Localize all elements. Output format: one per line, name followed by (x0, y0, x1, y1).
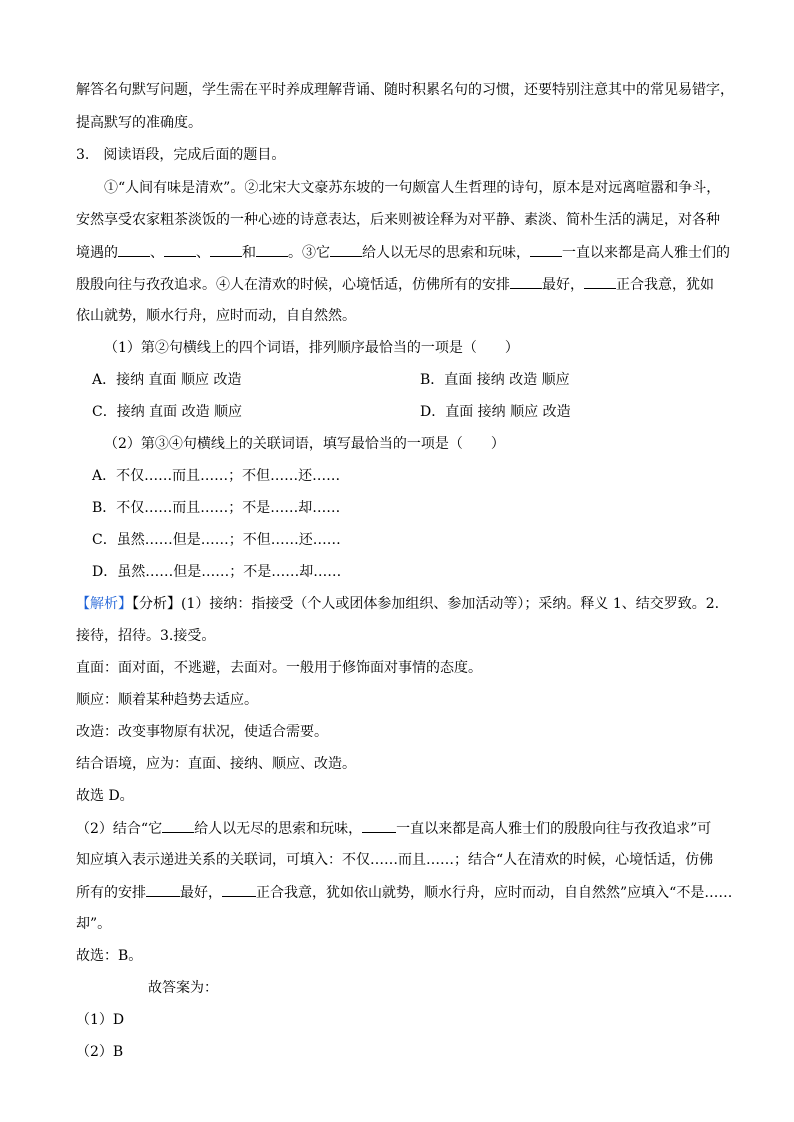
analysis-tag: 【解析】 (76, 596, 132, 612)
text-segment: 和 (242, 245, 256, 261)
analysis-line-12: 故选：B。 (76, 948, 143, 964)
text-segment: 【分析】(1）接纳：指接受（个人或团体参加组织、参加活动等）；采纳。释义 1、结交罗致。2. (132, 596, 720, 612)
intro-line-2: 提高默写的准确度。 (76, 115, 202, 131)
blank-line (256, 242, 288, 257)
blank-line (162, 818, 194, 833)
analysis-line-9: 知应填入表示递进关系的关联词，可填入：不仅……而且……；结合“人在清欢的时候，心境恬适，仿佛 (76, 852, 714, 868)
analysis-line-2: 接待，招待。3.接受。 (76, 628, 216, 644)
text-segment: 正合我意，犹如 (616, 277, 714, 293)
text-segment: 正合我意，犹如依山就势，顺水行舟，应时而动，自自然然”应填入“不是…… (256, 885, 733, 901)
intro-line-1: 解答名句默写问题，学生需在平时养成理解背诵、随时积累名句的习惯，还要特别注意其中的常见易错字， (76, 82, 734, 98)
option-c: C．接纳 直面 改造 顺应 (92, 404, 243, 420)
passage-line-4 (76, 274, 714, 295)
blank-line (510, 274, 542, 289)
option-d: D．直面 接纳 顺应 改造 (420, 404, 571, 420)
blank-line (362, 818, 396, 833)
passage-line-1: ①“人间有味是清欢”。②北宋大文豪苏东坡的一句颇富人生哲理的诗句，原本是对远离喧嚣和争斗， (104, 180, 721, 196)
sub-question-1: （1）第②句横线上的四个词语，排列顺序最恰当的一项是（ ） (104, 340, 519, 356)
option-b-2: B．不仅……而且……；不是……却…… (92, 500, 341, 516)
text-segment: （2）结合“它 (76, 821, 163, 837)
analysis-line-4: 顺应：顺着某种趋势去适应。 (76, 692, 258, 708)
options-row-ab (92, 370, 241, 390)
blank-line (210, 242, 242, 257)
text-segment: 所有的安排 (76, 885, 146, 901)
text-segment: 最好， (180, 885, 222, 901)
blank-line (164, 242, 196, 257)
text-segment: 殷殷向往与孜孜追求。④人在清欢的时候，心境恬适，仿佛所有的安排 (76, 277, 510, 293)
analysis-line-8 (76, 818, 711, 839)
blank-line (530, 242, 562, 257)
option-a-2: A．不仅……而且……；不但……还…… (92, 468, 341, 484)
blank-line (222, 882, 256, 897)
option-c-2: C．虽然……但是……；不但……还…… (92, 532, 341, 548)
blank-line (584, 274, 616, 289)
text-segment: 。③它 (288, 245, 330, 261)
option-a: A．接纳 直面 顺应 改造 (92, 372, 242, 388)
answer-heading: 故答案为： (148, 980, 218, 996)
sub-question-2: （2）第③④句横线上的关联词语，填写最恰当的一项是（ ） (104, 436, 505, 452)
analysis-line-11: 却”。 (76, 916, 112, 932)
blank-line (330, 242, 362, 257)
option-d-2: D．虽然……但是……；不是……却…… (92, 564, 342, 580)
text-segment: 最好， (542, 277, 584, 293)
blank-line (118, 242, 150, 257)
text-segment: 境遇的 (76, 245, 118, 261)
text-segment: 一直以来都是高人雅士们的 (562, 245, 730, 261)
blank-line (146, 882, 180, 897)
passage-line-3 (76, 242, 730, 263)
analysis-line-1 (76, 594, 719, 614)
analysis-line-10 (76, 882, 732, 903)
text-segment: 给人以无尽的思索和玩味， (362, 245, 530, 261)
analysis-line-3: 直面：面对面，不逃避，去面对。一般用于修饰面对事情的态度。 (76, 660, 482, 676)
analysis-line-7: 故选 D。 (76, 788, 134, 804)
passage-line-2: 安然享受农家粗茶淡饭的一种心迹的诗意表达，后来则被诠释为对平静、素淡、简朴生活的满足，对各种 (76, 212, 720, 228)
text-segment: 一直以来都是高人雅士们的殷殷向往与孜孜追求”可 (396, 821, 712, 837)
answer-2: （2）B (76, 1044, 124, 1060)
analysis-line-6: 结合语境，应为：直面、接纳、顺应、改造。 (76, 756, 356, 772)
question-3-heading: 3. 阅读语段，完成后面的题目。 (76, 147, 286, 163)
text-segment: 给人以无尽的思索和玩味， (194, 821, 363, 837)
text-segment: 、 (150, 245, 164, 261)
option-b: B．直面 接纳 改造 顺应 (420, 372, 570, 388)
answer-1: （1）D (76, 1012, 125, 1028)
analysis-line-5: 改造：改变事物原有状况，使适合需要。 (76, 724, 328, 740)
text-segment: 、 (196, 245, 210, 261)
passage-line-5: 依山就势，顺水行舟，应时而动，自自然然。 (76, 308, 356, 324)
options-row-cd (92, 402, 242, 422)
